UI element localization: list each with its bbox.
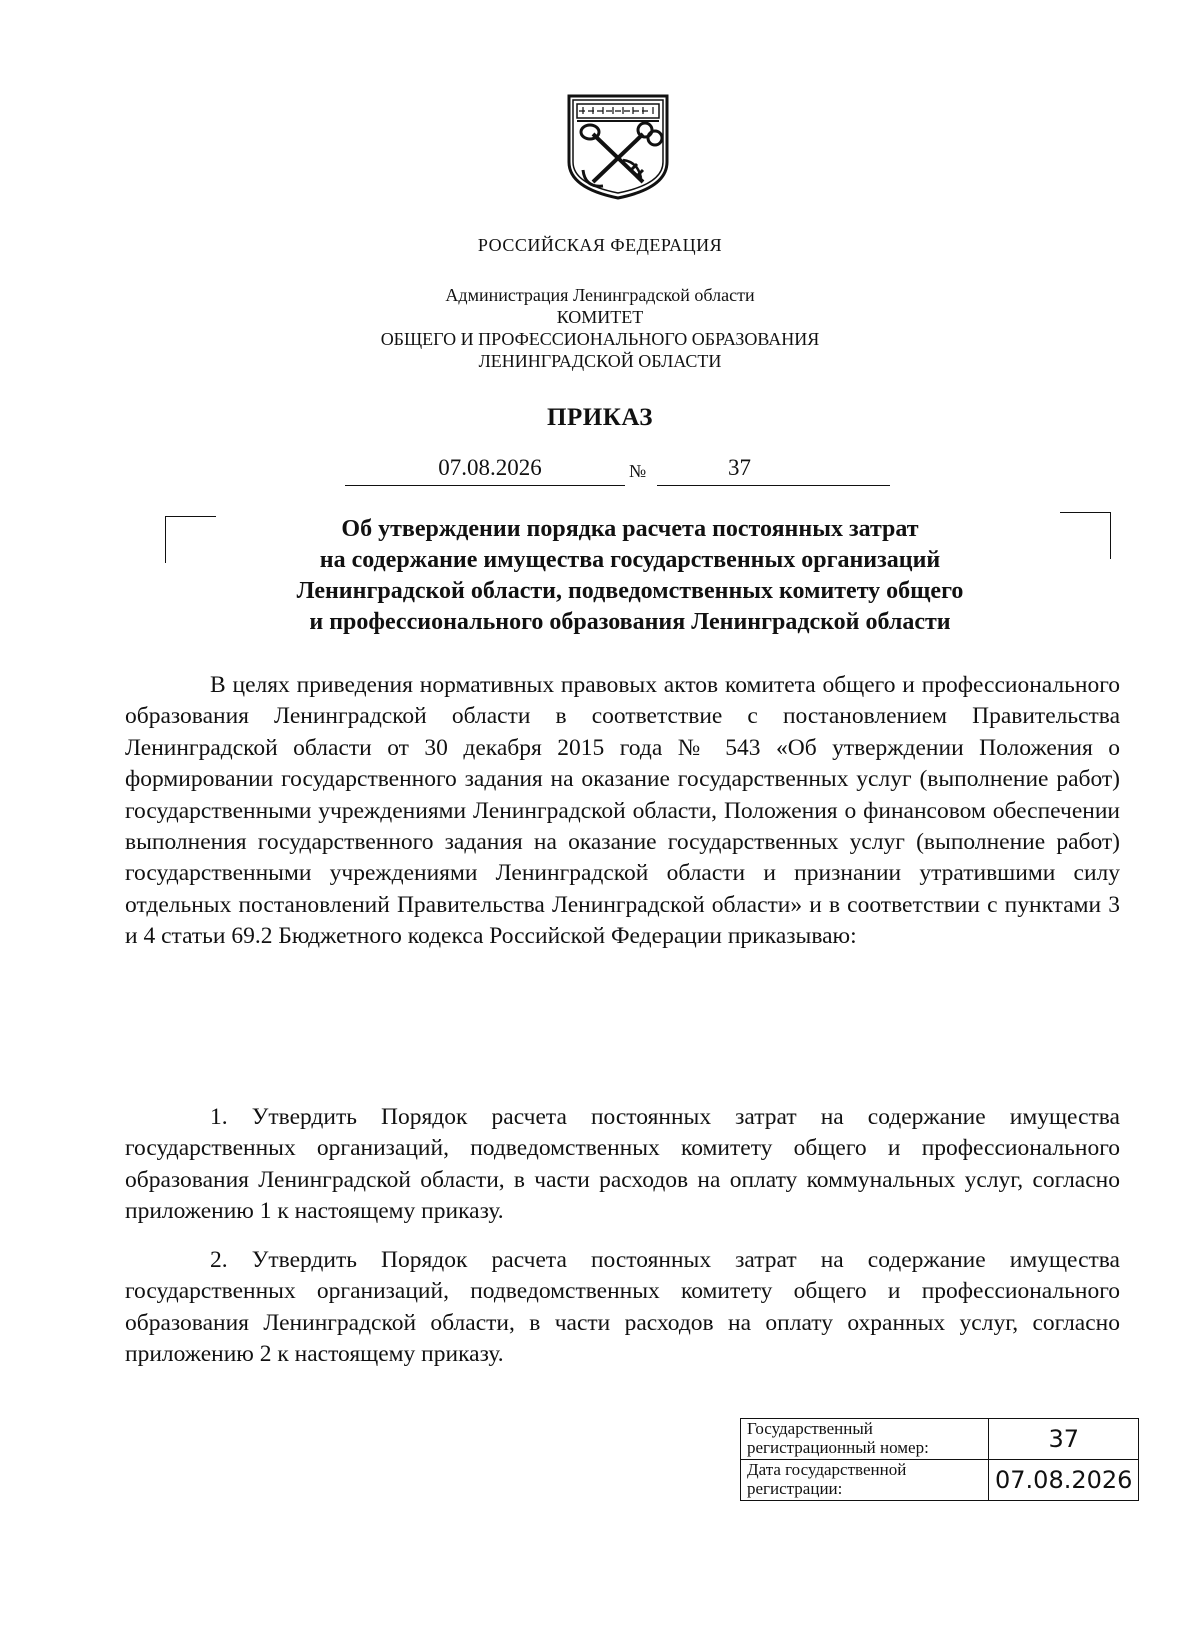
- registration-date-value: 07.08.2026: [989, 1460, 1139, 1501]
- date-underline: [345, 485, 625, 486]
- order-number: 37: [728, 455, 751, 480]
- registration-number-label: Государственный регистрационный номер:: [741, 1419, 989, 1460]
- preamble-paragraph: [125, 670, 1120, 953]
- registration-number-row: [741, 1419, 1139, 1460]
- registration-number-value: 37: [989, 1419, 1139, 1460]
- subject-line-3: Ленинградской области, подведомственных комитету общего: [296, 578, 964, 604]
- number-sign: №: [629, 461, 647, 481]
- registration-date-label: Дата государственной регистрации:: [741, 1460, 989, 1501]
- coat-of-arms-emblem: [563, 90, 673, 200]
- order-date: 07.08.2026: [438, 455, 542, 480]
- committee-line-2: ОБЩЕГО И ПРОФЕССИОНАЛЬНОГО ОБРАЗОВАНИЯ: [380, 329, 820, 349]
- number-underline: [657, 485, 890, 486]
- item-1-text: 1. Утвердить Порядок расчета постоянных затрат на содержание имущества государственных организаций, подведомственных комитету общего и профессионального образования Ленинградской области, в части расходов на оплату коммунальных услуг, согласно приложению 1 к настоящему приказу.: [125, 1104, 1120, 1225]
- item-2-paragraph: [125, 1245, 1120, 1371]
- country-name: РОССИЙСКАЯ ФЕДЕРАЦИЯ: [477, 235, 723, 255]
- issuer-block: [0, 284, 1200, 372]
- item-2-text: 2. Утвердить Порядок расчета постоянных затрат на содержание имущества государственных организаций, подведомственных комитету общего и профессионального образования Ленинградской области, в части расходов на оплату охранных услуг, согласно приложению 2 к настоящему приказу.: [125, 1247, 1120, 1368]
- committee-line-1: КОМИТЕТ: [556, 307, 644, 327]
- subject-line-2: на содержание имущества государственных организаций: [319, 547, 941, 573]
- registration-stamp-table: [740, 1418, 1139, 1501]
- administration-name: Администрация Ленинградской области: [445, 285, 755, 305]
- subject-line-4: и профессионального образования Ленинградской области: [309, 609, 951, 635]
- item-1-paragraph: [125, 1102, 1120, 1228]
- order-date-number-row: [345, 455, 890, 489]
- document-type-title: ПРИКАЗ: [547, 404, 653, 431]
- committee-line-3: ЛЕНИНГРАДСКОЙ ОБЛАСТИ: [478, 351, 722, 371]
- registration-date-row: [741, 1460, 1139, 1501]
- preamble-text: В целях приведения нормативных правовых актов комитета общего и профессионального образования Ленинградской области в соответствие с постановлением Правительства Ленинградской области от 30 декабря 2015 года № 543 «Об утверждении Положения о формировании государственного задания на оказание государственных услуг (выполнение работ) государственными учреждениями Ленинградской области, Положения о финансовом обеспечении выполнения государственного задания на оказание государственных услуг (выполнение работ) государственными учреждениями Ленинградской области и признании утратившими силу отдельных постановлений Правительства Ленинградской области» и в соответствии с пунктами 3 и 4 статьи 69.2 Бюджетного кодекса Российской Федерации приказываю:: [125, 672, 1120, 950]
- subject-line-1: Об утверждении порядка расчета постоянных затрат: [341, 516, 919, 542]
- order-subject: [150, 514, 1110, 638]
